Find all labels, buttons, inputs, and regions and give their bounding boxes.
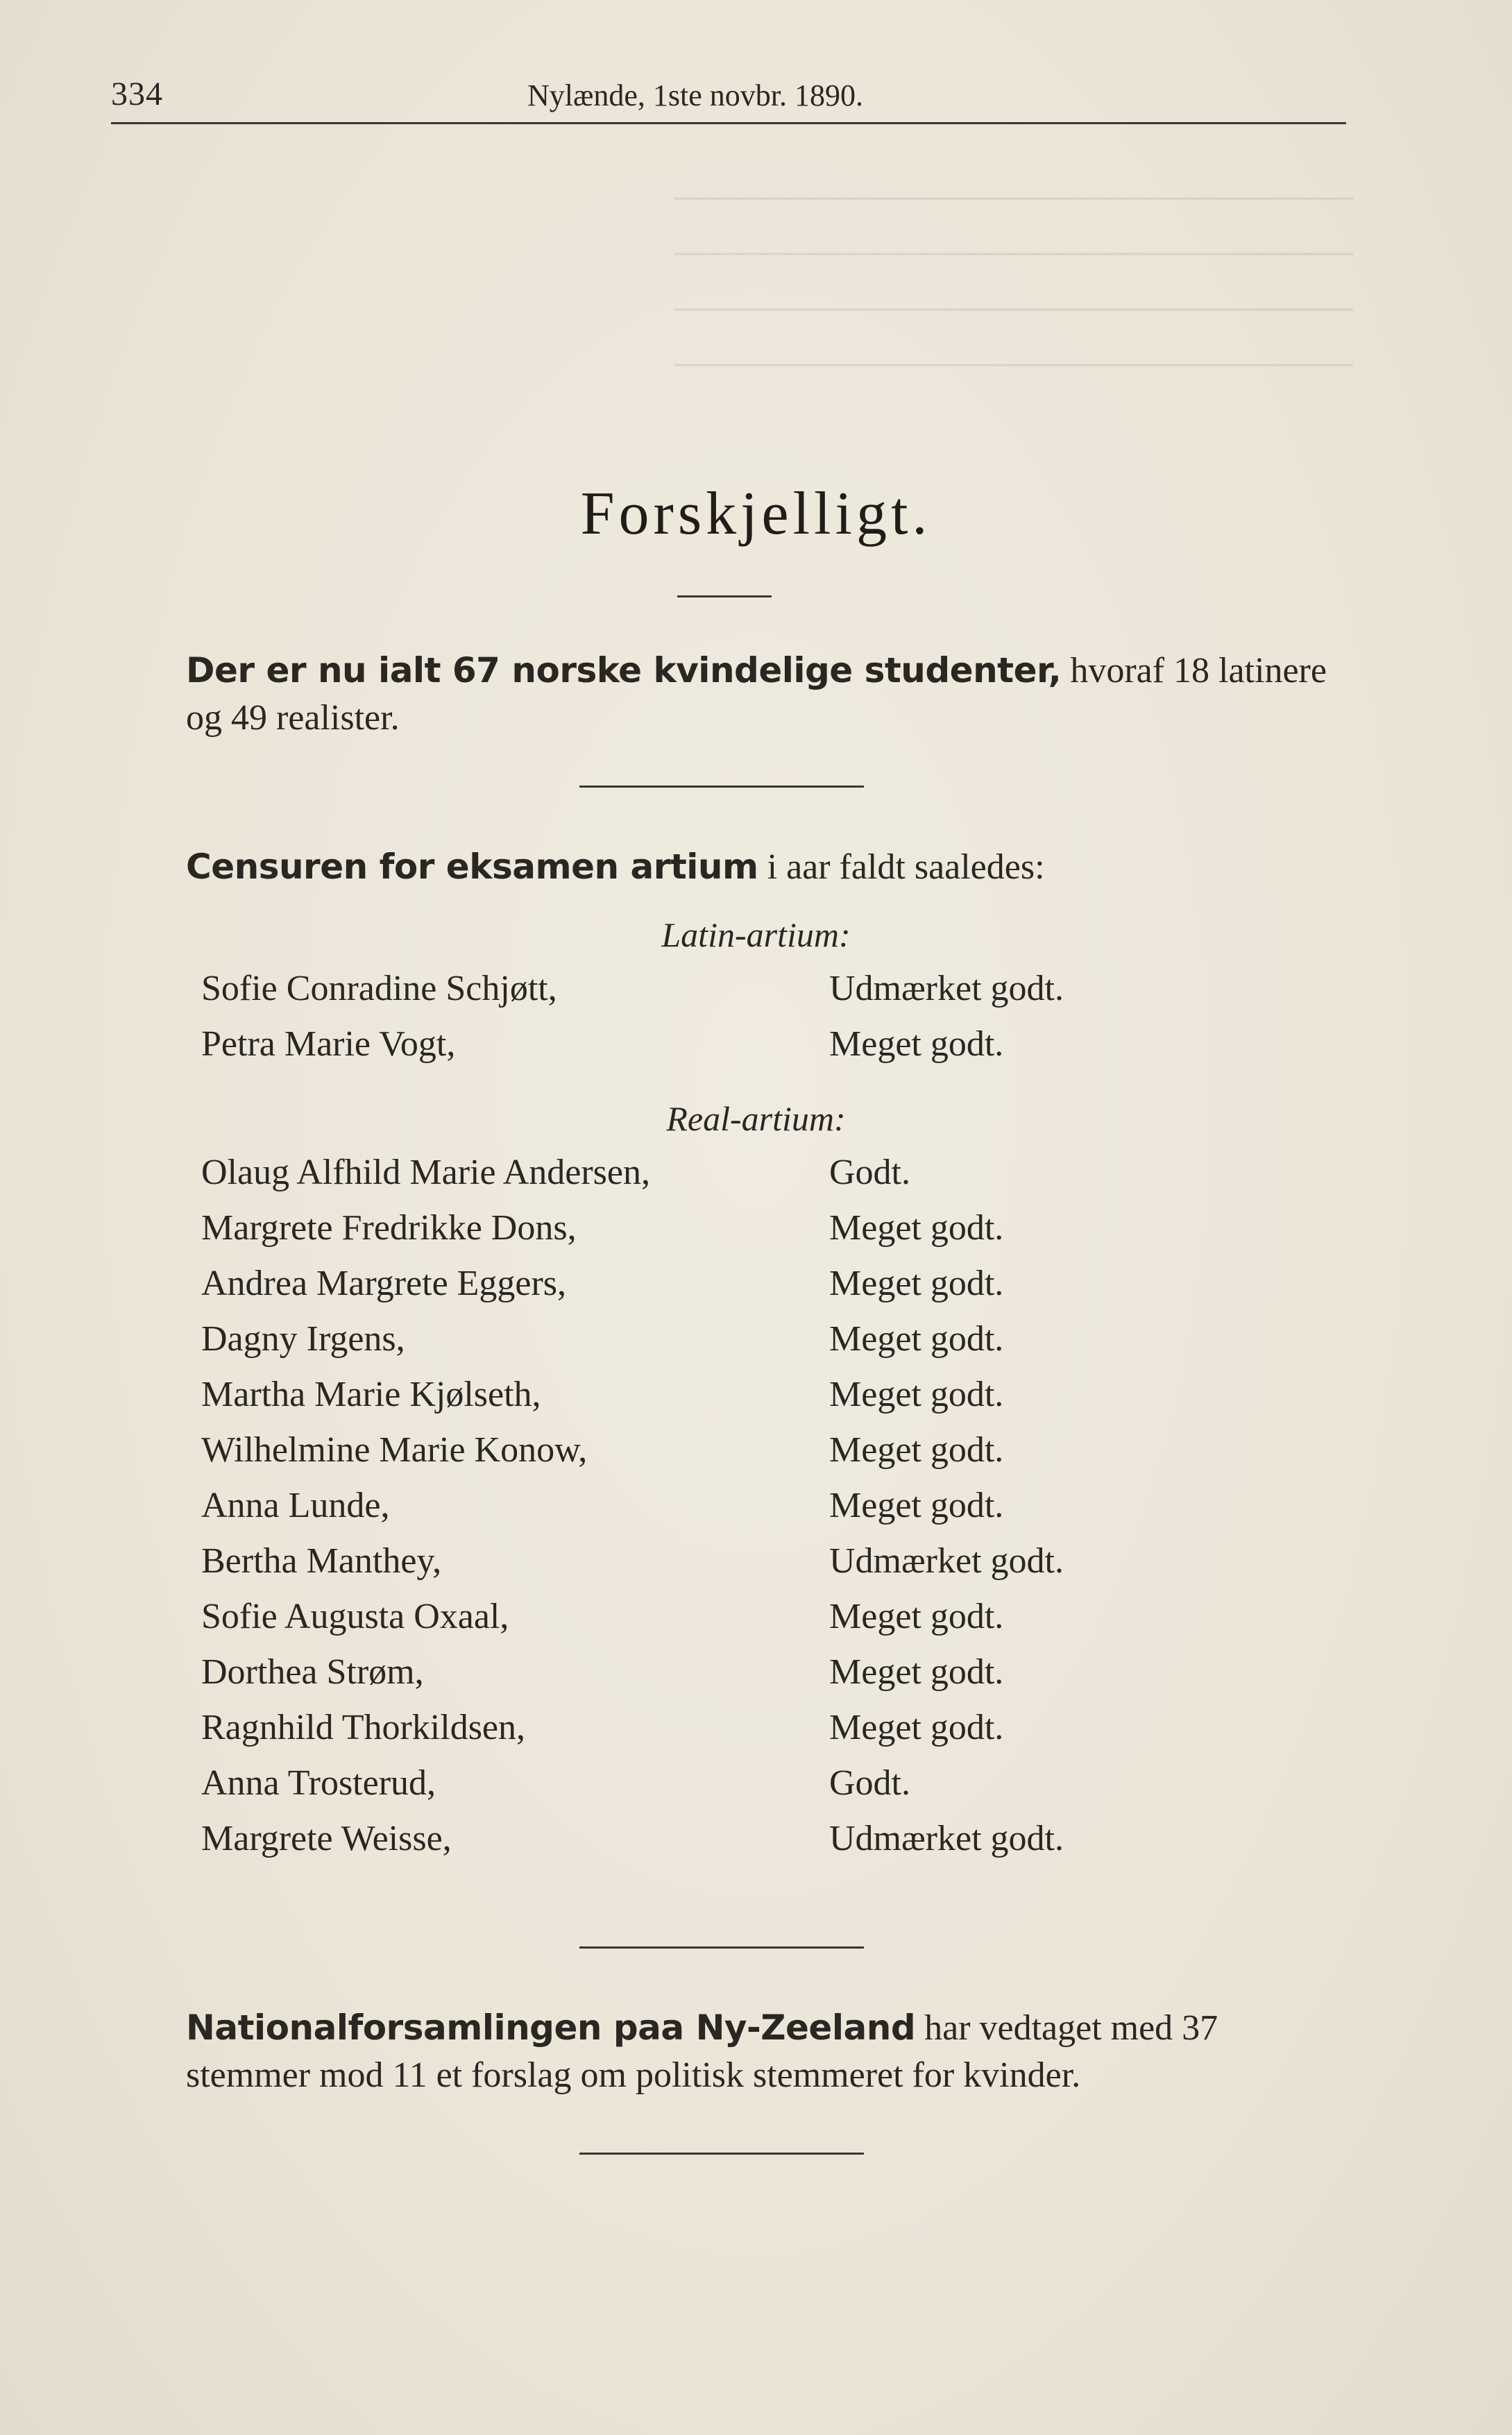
zealand-lead: Nationalforsamlingen paa Ny-Zeeland bbox=[186, 2008, 916, 2048]
list-item bbox=[201, 968, 1173, 1024]
real-artium-list bbox=[201, 1152, 1173, 1874]
list-item bbox=[201, 1374, 1173, 1429]
student-name: Anna Lunde, bbox=[201, 1486, 390, 1525]
latin-artium-heading: Latin-artium: bbox=[661, 915, 851, 954]
title-rule bbox=[677, 595, 772, 597]
list-item bbox=[201, 1818, 1173, 1874]
student-name: Dagny Irgens, bbox=[201, 1319, 405, 1359]
student-name: Bertha Manthey, bbox=[201, 1541, 442, 1581]
student-grade: Godt. bbox=[829, 1763, 910, 1803]
student-grade: Godt. bbox=[829, 1153, 910, 1192]
list-item bbox=[201, 1707, 1173, 1763]
student-grade: Meget godt. bbox=[829, 1708, 1004, 1747]
student-name: Sofie Conradine Schjøtt, bbox=[201, 969, 557, 1008]
student-name: Dorthea Strøm, bbox=[201, 1652, 424, 1692]
student-grade: Meget godt. bbox=[829, 1430, 1004, 1470]
list-item bbox=[201, 1318, 1173, 1374]
student-name: Sofie Augusta Oxaal, bbox=[201, 1597, 509, 1636]
censuren-text: i aar faldt saaledes: bbox=[758, 847, 1045, 887]
student-name: Wilhelmine Marie Konow, bbox=[201, 1430, 588, 1470]
students-text: hvoraf 18 latinere og 49 realister. bbox=[186, 651, 1327, 738]
list-item bbox=[201, 1429, 1173, 1485]
student-grade: Meget godt. bbox=[829, 1486, 1004, 1525]
student-grade: Meget godt. bbox=[829, 1375, 1004, 1414]
reverse-page-bleed-through: ────────────────────────────── ────────────────────────────── ────────────────────────────── ────────────────────────────── bbox=[674, 180, 1353, 382]
list-item bbox=[201, 1152, 1173, 1207]
real-artium-heading: Real-artium: bbox=[666, 1099, 846, 1138]
divider-rule bbox=[579, 1946, 864, 1949]
student-name: Margrete Fredrikke Dons, bbox=[201, 1208, 577, 1248]
student-name: Andrea Margrete Eggers, bbox=[201, 1264, 567, 1303]
zealand-text: har vedtaget med 37 stemmer mod 11 et forslag om politisk stemmeret for kvinder. bbox=[186, 2008, 1218, 2095]
list-item bbox=[201, 1485, 1173, 1541]
list-item bbox=[201, 1024, 1173, 1079]
student-name: Martha Marie Kjølseth, bbox=[201, 1375, 541, 1414]
student-name: Olaug Alfhild Marie Andersen, bbox=[201, 1153, 650, 1192]
student-grade: Meget godt. bbox=[829, 1264, 1004, 1303]
student-grade: Meget godt. bbox=[829, 1652, 1004, 1692]
student-grade: Udmærket godt. bbox=[829, 1541, 1064, 1581]
zealand-paragraph bbox=[104, 2004, 1346, 2099]
header-rule bbox=[111, 122, 1346, 124]
latin-artium-list bbox=[201, 968, 1173, 1079]
page-number: 334 bbox=[111, 76, 163, 112]
student-grade: Meget godt. bbox=[829, 1208, 1004, 1248]
student-name: Petra Marie Vogt, bbox=[201, 1024, 456, 1064]
student-name: Margrete Weisse, bbox=[201, 1819, 452, 1858]
list-item bbox=[201, 1652, 1173, 1707]
student-name: Anna Trosterud, bbox=[201, 1763, 436, 1803]
list-item bbox=[201, 1207, 1173, 1263]
page-header bbox=[111, 69, 1346, 125]
students-lead: Der er nu ialt 67 norske kvindelige studenter, bbox=[186, 650, 1062, 690]
list-item bbox=[201, 1763, 1173, 1818]
student-grade: Udmærket godt. bbox=[829, 1819, 1064, 1858]
student-grade: Udmærket godt. bbox=[829, 969, 1064, 1008]
students-paragraph bbox=[104, 647, 1346, 742]
student-grade: Meget godt. bbox=[829, 1024, 1004, 1064]
list-item bbox=[201, 1541, 1173, 1596]
section-title: Forskjelligt. bbox=[580, 480, 932, 548]
list-item bbox=[201, 1596, 1173, 1652]
divider-rule bbox=[579, 786, 864, 788]
censuren-paragraph bbox=[104, 843, 1346, 891]
list-item bbox=[201, 1263, 1173, 1318]
student-name: Ragnhild Thorkildsen, bbox=[201, 1708, 526, 1747]
student-grade: Meget godt. bbox=[829, 1597, 1004, 1636]
running-head: Nylænde, 1ste novbr. 1890. bbox=[527, 78, 863, 112]
student-grade: Meget godt. bbox=[829, 1319, 1004, 1359]
divider-rule bbox=[579, 2153, 864, 2155]
censuren-lead: Censuren for eksamen artium bbox=[186, 847, 758, 887]
